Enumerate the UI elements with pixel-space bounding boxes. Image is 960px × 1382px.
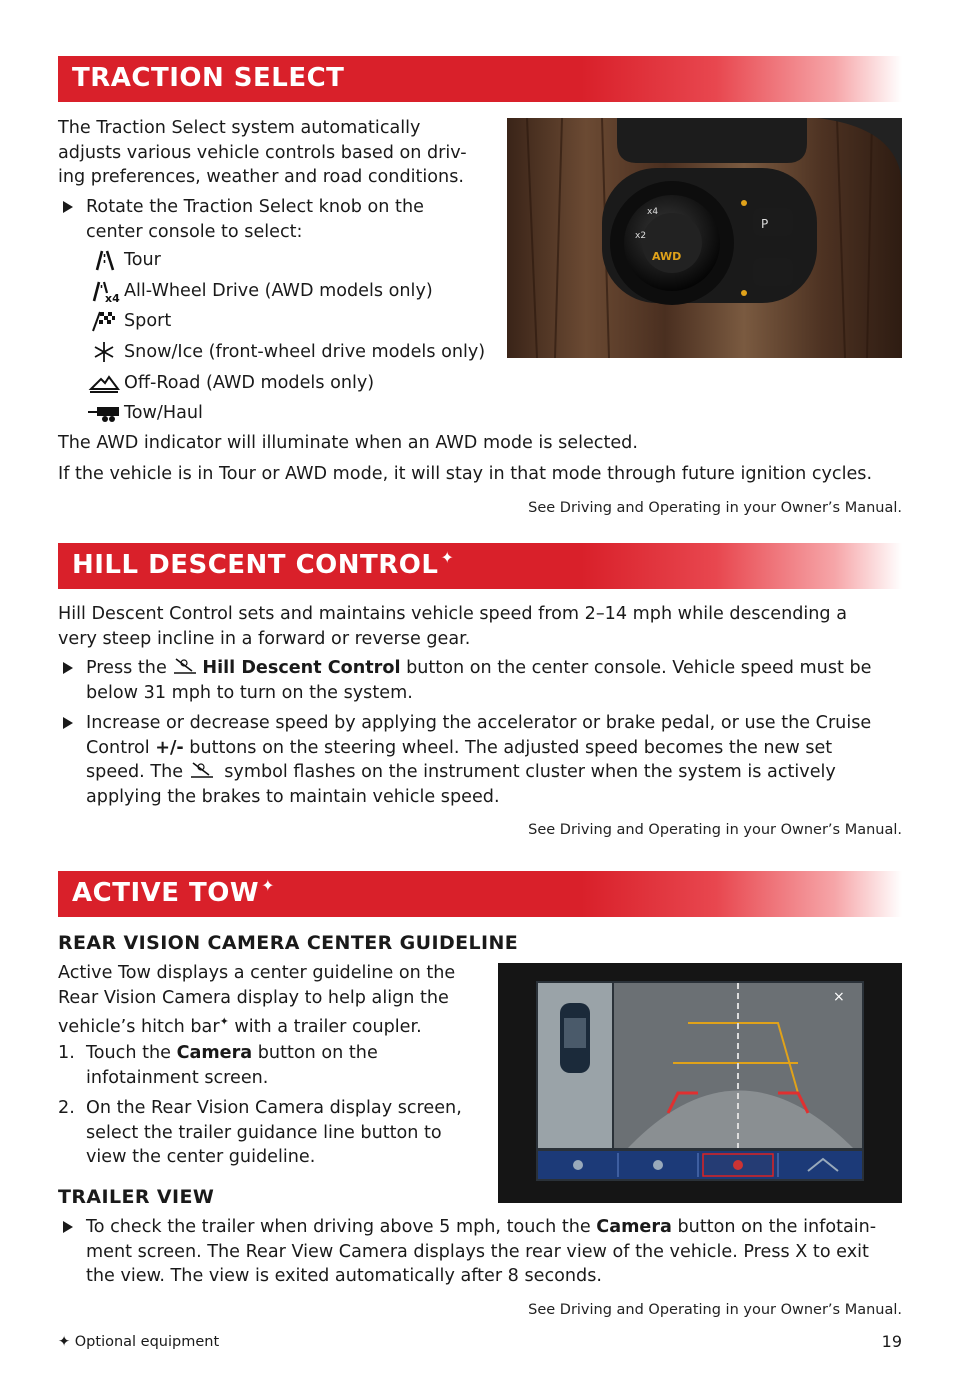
optional-equipment-mark-icon: ✦ bbox=[58, 1334, 71, 1350]
bullet-arrow-icon bbox=[63, 201, 73, 213]
rear-vision-camera-display-photo bbox=[498, 963, 902, 1203]
step-2: 2. On the Rear Vision Camera display screen, select the trailer guidance line button to view the center guideline. bbox=[58, 1098, 462, 1167]
traction-select-knob-photo bbox=[507, 118, 902, 358]
hill-descent-icon bbox=[172, 656, 202, 676]
knob-awd-label: AWD bbox=[652, 250, 682, 263]
optional-equipment-mark-icon: ✦ bbox=[440, 548, 455, 567]
step-1: 1. Touch the Camera button on the infotainment screen. bbox=[58, 1043, 378, 1088]
mode-awd: All-Wheel Drive (AWD models only) bbox=[124, 281, 433, 301]
awd-indicator-note: The AWD indicator will illuminate when an AWD mode is selected. bbox=[58, 433, 638, 453]
mode-sport: Sport bbox=[124, 311, 172, 331]
knob-x4-label: x4 bbox=[647, 207, 659, 217]
mode-tow-haul: Tow/Haul bbox=[124, 403, 203, 423]
active-tow-intro: Active Tow displays a center guideline on the Rear Vision Camera display to help align the vehicle’s hitch bar✦ with a trailer coupler. bbox=[58, 963, 456, 1037]
bullet-arrow-icon bbox=[63, 1221, 73, 1233]
hill-descent-title: HILL DESCENT CONTROL ✦ bbox=[72, 548, 455, 580]
traction-intro: The Traction Select system automatically adjusts various vehicle controls based on driv- ing preferences, weather and road conditions. bbox=[58, 118, 467, 187]
active-tow-banner bbox=[58, 871, 902, 917]
knob-x2-label: x2 bbox=[635, 231, 647, 241]
knob-p-label: P bbox=[761, 217, 769, 231]
camera-close-icon[interactable]: × bbox=[833, 989, 845, 1005]
trailer-view-subhead: TRAILER VIEW bbox=[58, 1186, 215, 1208]
optional-equipment-mark-icon: ✦ bbox=[219, 1015, 229, 1028]
hill-descent-icon bbox=[189, 760, 219, 780]
traction-select-title: TRACTION SELECT bbox=[72, 63, 345, 93]
tow-manual-reference: See Driving and Operating in your Owner’s Manual. bbox=[528, 1302, 902, 1318]
trailer-view-bullet: To check the trailer when driving above 5 mph, touch the Camera button on the infotain- ment screen. The Rear View Camera displays the rear view of the vehicle. Press X to exit the view. The view is exited automatically after 8 seconds. bbox=[86, 1215, 876, 1289]
page-number: 19 bbox=[881, 1332, 902, 1351]
hill-bullet-increase: Increase or decrease speed by applying the accelerator or brake pedal, or use the Cruise Control +/- buttons on the steering wheel. The adjusted speed becomes the new set speed. The symbol flashes on the instrument cluster when the system is actively applying the brakes to maintain vehicle speed. bbox=[86, 711, 871, 809]
hill-bullet-press: Press the Hill Descent Control button on the center console. Vehicle speed must be below 31 mph to turn on the system. bbox=[86, 656, 871, 705]
rear-vision-subhead: REAR VISION CAMERA CENTER GUIDELINE bbox=[58, 932, 519, 954]
optional-equipment-mark-icon: ✦ bbox=[261, 876, 275, 895]
bullet-arrow-icon bbox=[63, 717, 73, 729]
off-road-icon bbox=[88, 371, 120, 395]
mode-off-road: Off-Road (AWD models only) bbox=[124, 373, 375, 393]
awd-icon bbox=[88, 279, 120, 303]
footer-optional-equipment: ✦ Optional equipment bbox=[58, 1334, 220, 1350]
mode-tour: Tour bbox=[124, 250, 161, 270]
svg-text:x4: x4 bbox=[105, 292, 120, 303]
hill-descent-banner bbox=[58, 543, 902, 589]
traction-select-banner bbox=[58, 56, 902, 102]
traction-manual-reference: See Driving and Operating in your Owner’s Manual. bbox=[528, 500, 902, 516]
active-tow-title: ACTIVE TOW ✦ bbox=[72, 876, 275, 908]
sport-flag-icon bbox=[88, 309, 120, 333]
bullet-arrow-icon bbox=[63, 662, 73, 674]
hill-intro: Hill Descent Control sets and maintains vehicle speed from 2–14 mph while descending a very steep incline in a forward or reverse gear. bbox=[58, 604, 847, 649]
tour-icon bbox=[88, 248, 120, 272]
mode-persistence-note: If the vehicle is in Tour or AWD mode, it will stay in that mode through future ignition cycles. bbox=[58, 464, 873, 484]
snowflake-icon bbox=[88, 340, 120, 364]
tow-haul-icon bbox=[88, 401, 120, 425]
traction-bullet: Rotate the Traction Select knob on the center console to select: bbox=[86, 195, 424, 244]
hill-manual-reference: See Driving and Operating in your Owner’s Manual. bbox=[528, 822, 902, 838]
mode-snow-ice: Snow/Ice (front-wheel drive models only) bbox=[124, 342, 486, 362]
